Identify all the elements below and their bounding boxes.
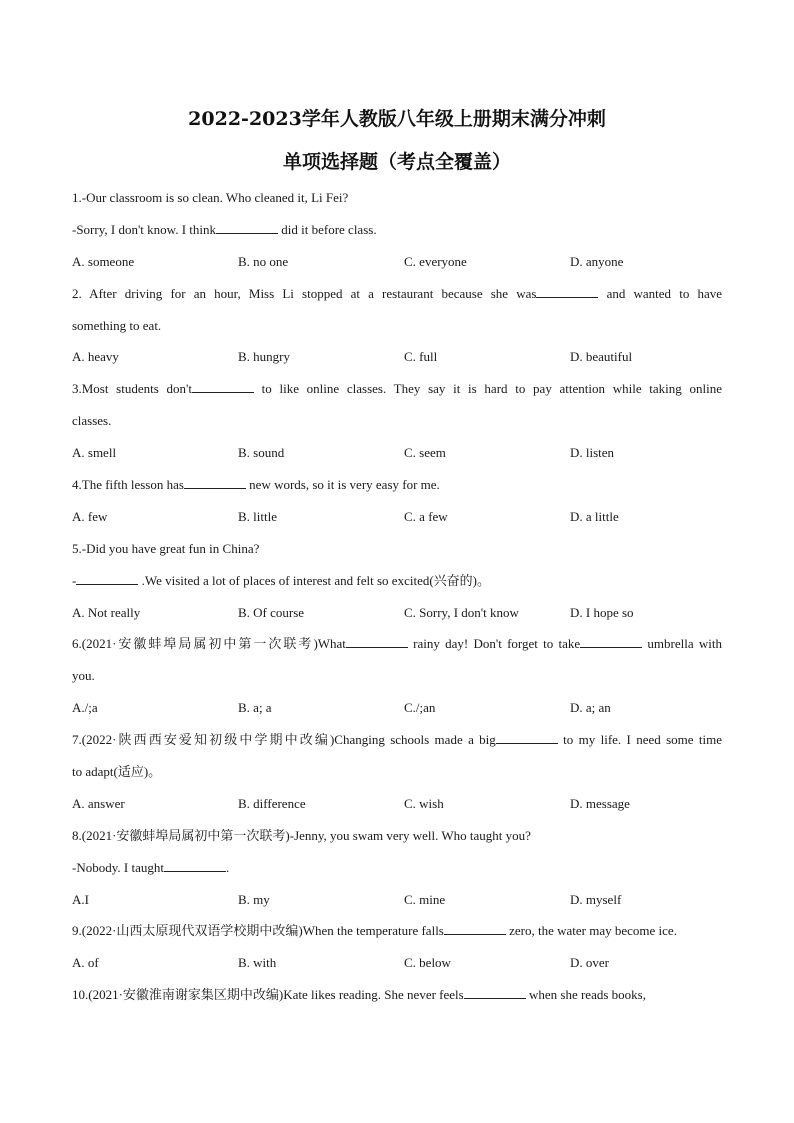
- question-text: 3.Most students don't: [72, 381, 192, 397]
- question-text: zero, the water may become ice.: [505, 923, 677, 939]
- question-text: 4.The fifth lesson has: [72, 477, 184, 493]
- answer-option: D. I hope so: [570, 604, 634, 620]
- question-1-options: [72, 246, 722, 278]
- answer-blank: [216, 221, 278, 234]
- answer-option: C. Sorry, I don't know: [404, 604, 519, 620]
- answer-blank: [76, 572, 138, 585]
- question-text: 2. After driving for an hour, Miss Li stopped at a restaurant because she was: [72, 285, 537, 301]
- question-text: and wanted to have: [598, 285, 723, 301]
- question-text: rainy day! Don't forget to take: [407, 636, 581, 652]
- answer-option: D. a; an: [570, 700, 611, 716]
- question-6-line: [72, 660, 722, 692]
- question-text: 8.(2021·安徽蚌埠局属初中第一次联考)-Jenny, you swam very well. Who taught you?: [72, 827, 531, 843]
- answer-option: C. full: [404, 349, 438, 365]
- question-8-line: [72, 852, 722, 884]
- answer-option: C. seem: [404, 445, 446, 461]
- answer-blank: [184, 476, 246, 489]
- answer-blank: [536, 285, 598, 298]
- question-text: -: [72, 572, 77, 588]
- question-5-options: [72, 597, 722, 629]
- answer-option: C. a few: [404, 508, 448, 524]
- question-text: did it before class.: [278, 221, 377, 237]
- answer-option: B. little: [238, 508, 277, 524]
- document-title: 2022-2023学年人教版八年级上册期末满分冲刺: [188, 108, 606, 130]
- answer-option: D. message: [570, 795, 630, 811]
- question-6-line: [72, 628, 722, 660]
- question-8-line: [72, 820, 722, 852]
- question-text: .: [225, 859, 230, 875]
- question-text: to like online classes. They say it is hard to pay attention while taking online: [253, 381, 722, 397]
- question-text: something to eat.: [72, 317, 162, 333]
- question-7-line: [72, 756, 722, 788]
- answer-option: B. Of course: [238, 604, 305, 620]
- answer-blank: [346, 635, 408, 648]
- question-text: to my life. I need some time: [557, 732, 723, 748]
- question-4-options: [72, 501, 722, 533]
- answer-option: B. hungry: [238, 349, 290, 365]
- answer-option: D. over: [570, 955, 609, 971]
- answer-option: A. heavy: [72, 349, 119, 365]
- question-text: to adapt(适应)。: [72, 764, 162, 780]
- question-text: 10.(2021·安徽淮南谢家集区期中改编)Kate likes reading. She never feels: [72, 987, 464, 1003]
- question-text: 6.(2021·安徽蚌埠局属初中第一次联考)What: [72, 636, 346, 652]
- question-2-line: [72, 310, 722, 342]
- question-text: -Nobody. I taught: [72, 859, 164, 875]
- answer-option: C. below: [404, 955, 451, 971]
- question-2-options: [72, 341, 722, 373]
- question-text: you.: [72, 668, 95, 684]
- question-text: 1.-Our classroom is so clean. Who cleaned it, Li Fei?: [72, 190, 349, 205]
- answer-option: A. of: [72, 955, 99, 971]
- answer-option: B. no one: [238, 253, 289, 269]
- question-text: new words, so it is very easy for me.: [245, 477, 440, 493]
- question-list: [72, 182, 722, 1011]
- answer-blank: [496, 731, 558, 744]
- question-text: .We visited a lot of places of interest and felt so excited(兴奋的)。: [138, 572, 490, 588]
- question-4-line: [72, 469, 722, 501]
- answer-option: B. difference: [238, 795, 306, 811]
- answer-blank: [464, 986, 526, 999]
- answer-option: A.I: [72, 891, 89, 907]
- answer-option: C./;an: [404, 700, 436, 716]
- answer-blank: [192, 380, 254, 393]
- answer-blank: [580, 635, 642, 648]
- question-9-line: [72, 915, 722, 947]
- question-3-line: [72, 373, 722, 405]
- answer-option: A. few: [72, 508, 108, 524]
- question-3-options: [72, 437, 722, 469]
- answer-option: C. everyone: [404, 253, 467, 269]
- answer-option: A. smell: [72, 445, 117, 461]
- answer-option: D. a little: [570, 508, 619, 524]
- question-5-line: [72, 565, 722, 597]
- question-text: 9.(2022·山西太原现代双语学校期中改编)When the temperature falls: [72, 923, 444, 939]
- answer-option: A. someone: [72, 253, 135, 269]
- question-text: when she reads books,: [525, 987, 646, 1003]
- answer-option: B. my: [238, 891, 270, 907]
- question-text: umbrella with: [642, 636, 722, 652]
- answer-option: D. beautiful: [570, 349, 633, 365]
- answer-option: C. wish: [404, 795, 444, 811]
- question-text: 5.-Did you have great fun in China?: [72, 540, 260, 556]
- answer-option: B. sound: [238, 445, 285, 461]
- question-text: -Sorry, I don't know. I think: [72, 221, 217, 237]
- answer-option: B. with: [238, 955, 277, 971]
- answer-option: D. anyone: [570, 253, 624, 269]
- question-3-line: [72, 405, 722, 437]
- question-1-line: [72, 214, 722, 246]
- question-2-line: [72, 278, 722, 310]
- question-5-line: [72, 533, 722, 565]
- answer-option: B. a; a: [238, 700, 272, 716]
- question-8-options: [72, 884, 722, 916]
- answer-option: A. Not really: [72, 604, 141, 620]
- question-1-line: [72, 182, 722, 214]
- question-6-options: [72, 692, 722, 724]
- answer-option: A. answer: [72, 795, 125, 811]
- answer-option: D. listen: [570, 445, 615, 461]
- answer-option: D. myself: [570, 891, 622, 907]
- question-text: classes.: [72, 413, 112, 429]
- question-7-options: [72, 788, 722, 820]
- question-10-line: [72, 979, 722, 1011]
- answer-blank: [444, 922, 506, 935]
- question-7-line: [72, 724, 722, 756]
- question-9-options: [72, 947, 722, 979]
- answer-option: A./;a: [72, 700, 98, 716]
- answer-blank: [164, 859, 226, 872]
- document-subtitle: 单项选择题（考点全覆盖）: [282, 151, 511, 173]
- answer-option: C. mine: [404, 891, 446, 907]
- question-text: 7.(2022·陕西西安爱知初级中学期中改编)Changing schools made a big: [72, 732, 496, 748]
